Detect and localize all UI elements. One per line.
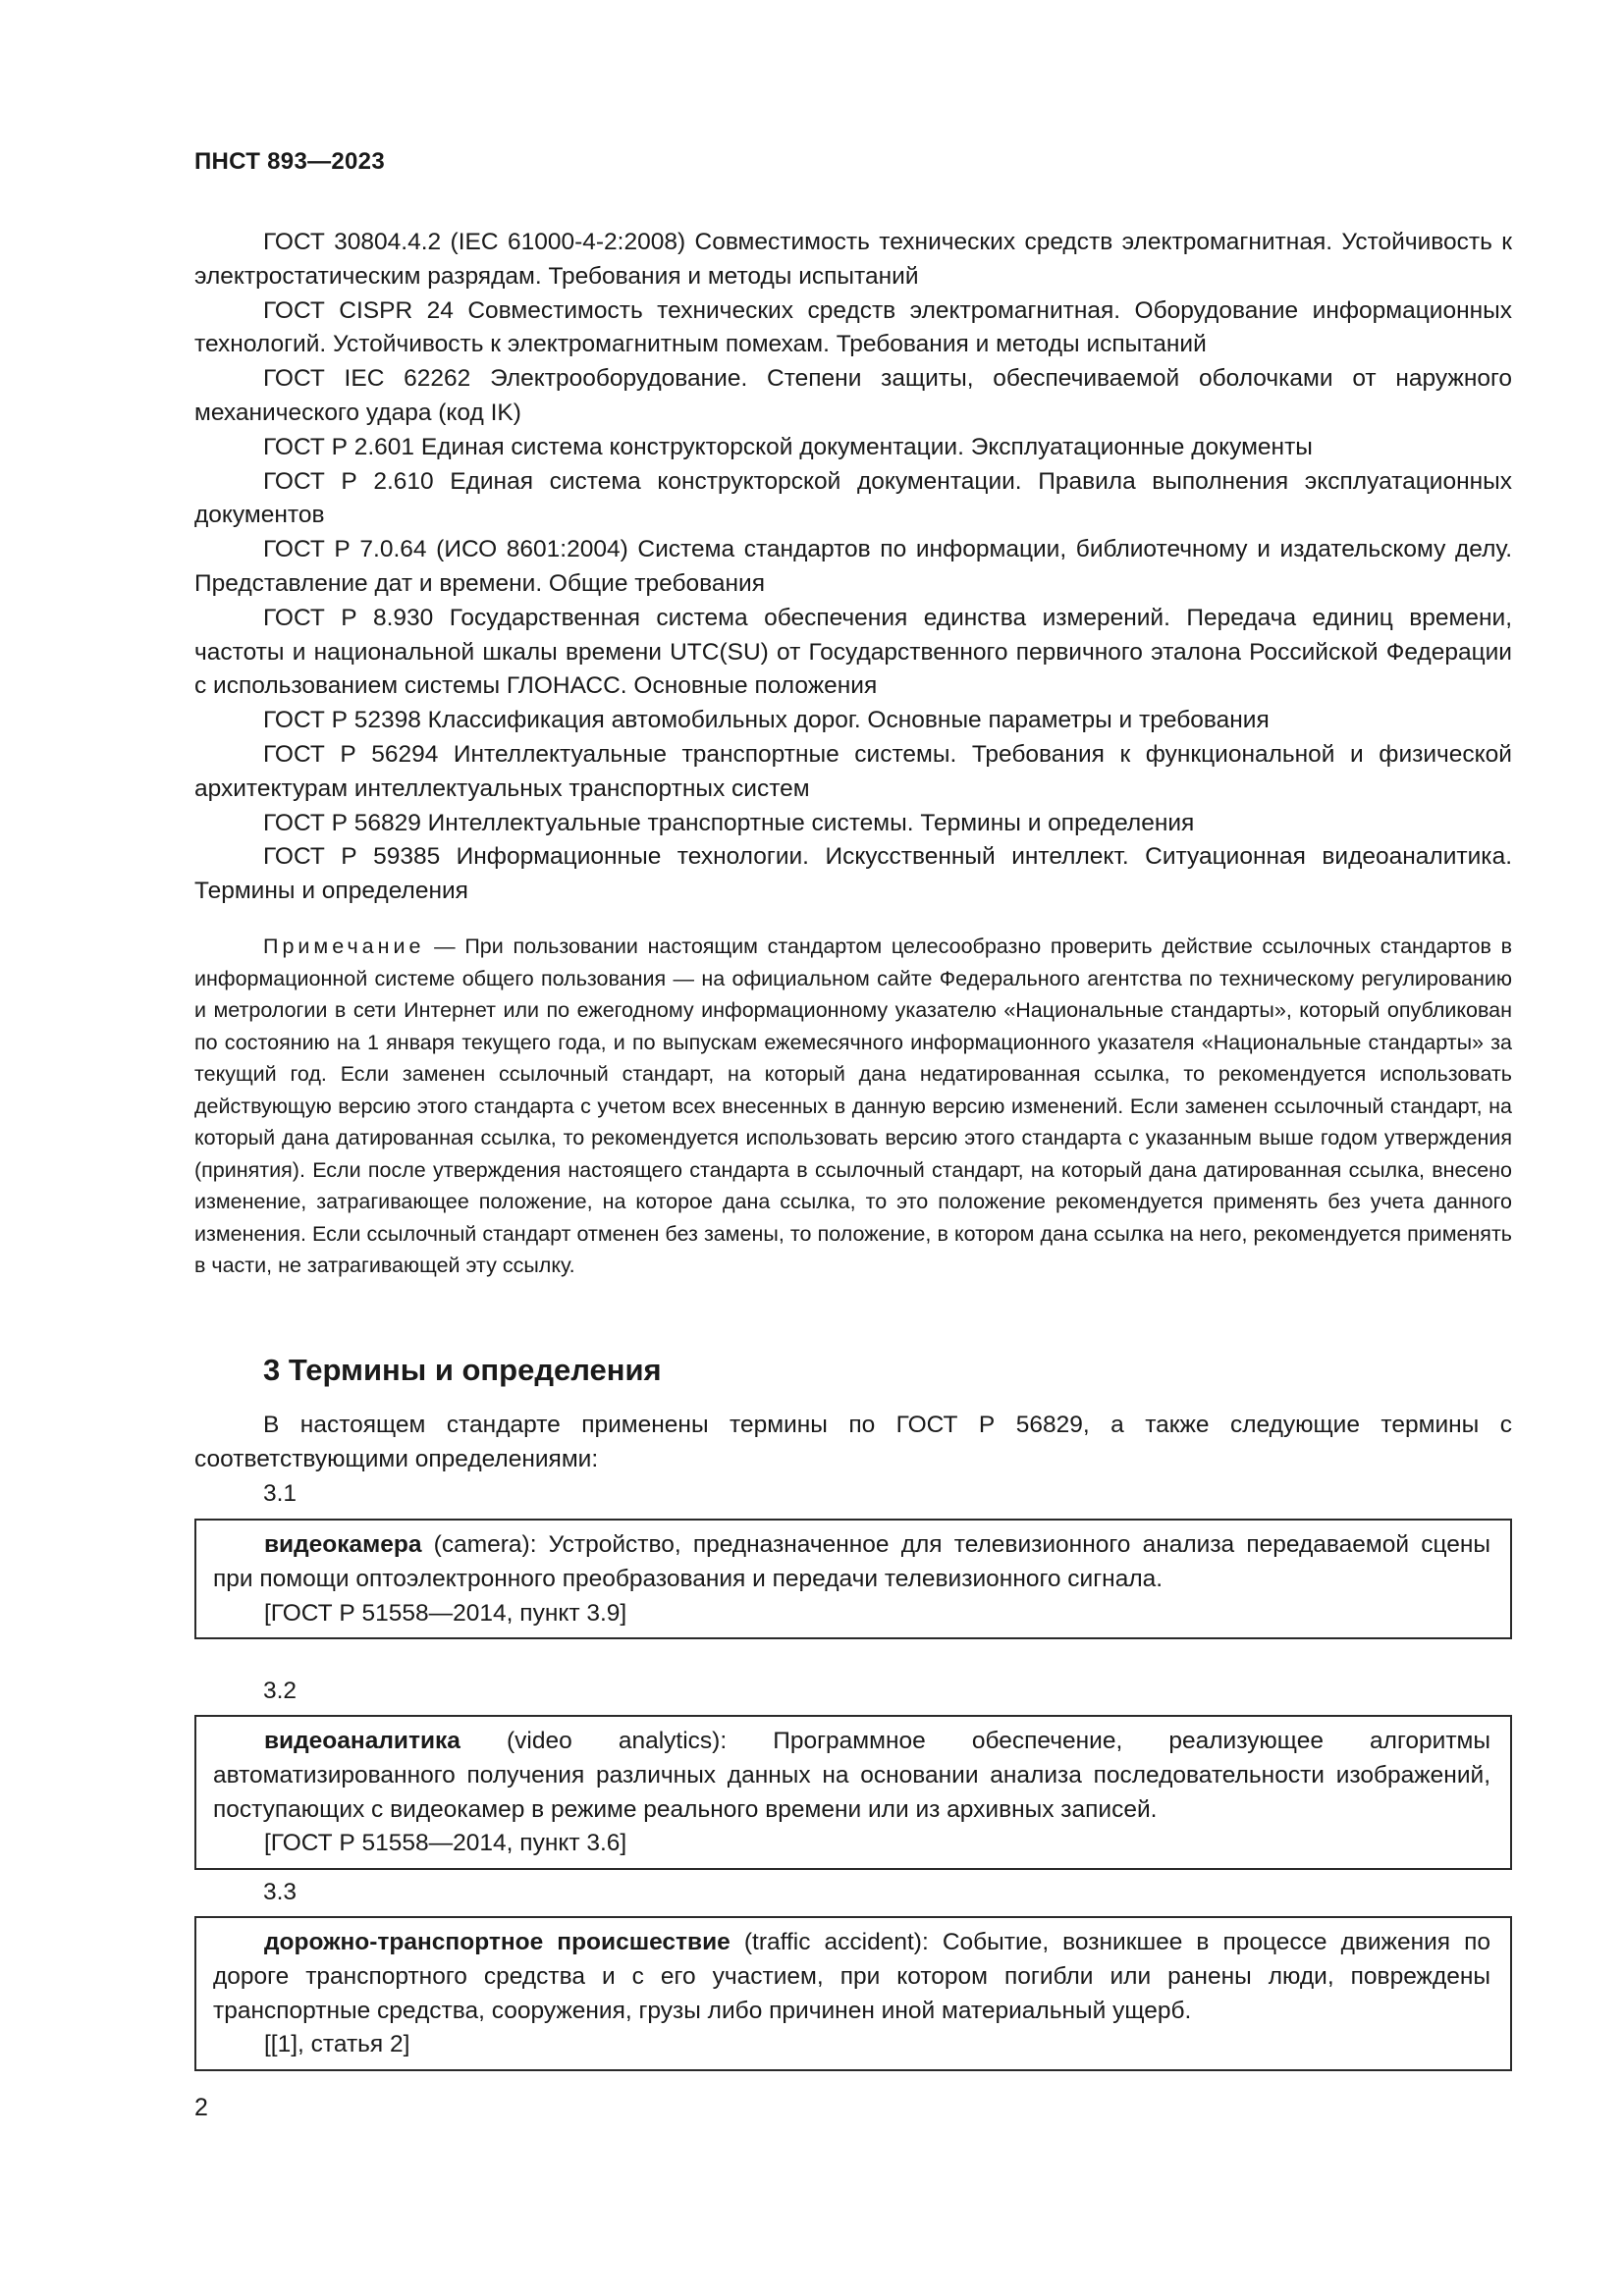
term-number: 3.1 [263,1480,298,1507]
term-definition [213,1528,1490,1597]
note-label: Примечание [263,934,425,958]
document-code-header: ПНСТ 893—2023 [194,148,385,175]
term-number: 3.2 [263,1678,298,1704]
reference-item: ГОСТ CISPR 24 Совместимость технических средств электромагнитная. Оборудование информационных технологий. Устойчивость к электромагнитным помехам. Требования и методы испытаний [194,296,1512,358]
reference-item: ГОСТ Р 2.601 Единая система конструкторской документации. Эксплуатационные документы [263,433,1313,460]
reference-item: ГОСТ Р 56294 Интеллектуальные транспортные системы. Требования к функциональной и физической архитектурам интеллектуальных транспортных систем [194,740,1512,802]
references-note [194,931,1512,1282]
term-definition [213,1926,1490,2028]
reference-item: ГОСТ Р 59385 Информационные технологии. Искусственный интеллект. Ситуационная видеоаналитика. Термины и определения [194,843,1512,905]
normative-references-list [194,226,1512,909]
reference-item: ГОСТ Р 7.0.64 (ИСО 8601:2004) Система стандартов по информации, библиотечному и издательскому делу. Представление дат и времени. Общие требования [194,536,1512,597]
term-definition-text: (camera): Устройство, предназначенное для телевизионного анализа передаваемой сцены при помощи оптоэлектронного преобразования и передачи телевизионного сигнала. [213,1531,1490,1592]
term-number: 3.3 [263,1879,298,1905]
section-intro: В настоящем стандарте применены термины по ГОСТ Р 56829, а также следующие термины с соответствующими определениями: [194,1412,1512,1472]
term-box [194,1715,1512,1870]
term-source: [ГОСТ Р 51558—2014, пункт 3.9] [264,1599,627,1627]
term-word: дорожно-транспортное происшествие [264,1929,731,1955]
term-word: видеокамера [264,1531,422,1558]
term-source: [ГОСТ Р 51558—2014, пункт 3.6] [264,1830,627,1857]
reference-item: ГОСТ 30804.4.2 (IEC 61000-4-2:2008) Совместимость технических средств электромагнитная. Устойчивость к электростатическим разрядам. Требования и методы испытаний [194,229,1512,290]
reference-item: ГОСТ Р 2.610 Единая система конструкторской документации. Правила выполнения эксплуатационных документов [194,467,1512,529]
note-paragraph [194,931,1512,1282]
term-definition-text: (video analytics): Программное обеспечение, реализующее алгоритмы автоматизированного получения различных данных на основании анализа последовательности изображений, поступающих с видеокамер в режиме реального времени или из архивных записей. [213,1728,1490,1823]
term-definition [213,1725,1490,1827]
reference-item: ГОСТ Р 52398 Классификация автомобильных дорог. Основные параметры и требования [263,707,1270,734]
term-source: [[1], статья 2] [264,2031,410,2058]
note-text: — При пользовании настоящим стандартом целесообразно проверить действие ссылочных стандартов в информационной системе общего пользования — на официальном сайте Федерального агентства по техническому регулированию и метрологии в сети Интернет или по ежегодному информационному указателю «Национальные стандарты», который опубликован по состоянию на 1 января текущего года, и по выпускам ежемесячного информационного указателя «Национальные стандарты» за текущий год. Если заменен ссылочный стандарт, на который дана недатированная ссылка, то рекомендуется использовать действующую версию этого стандарта с учетом всех внесенных в данную версию изменений. Если заменен ссылочный стандарт, на который дана датированная ссылка, то рекомендуется использовать версию этого стандарта с указанным выше годом утверждения (принятия). Если после утверждения настоящего стандарта в ссылочный стандарт, на который дана датированная ссылка, внесено изменение, затрагивающее положение, на которое дана ссылка, то это положение рекомендуется применять без учета данного изменения. Если ссылочный стандарт отменен без замены, то положение, в котором дана ссылка на него, рекомендуется применять в части, не затрагивающей эту ссылку. [194,934,1512,1277]
reference-item: ГОСТ IEC 62262 Электрооборудование. Степени защиты, обеспечиваемой оболочками от наружного механического удара (код IK) [194,365,1512,426]
term-box [194,1916,1512,2071]
reference-item: ГОСТ Р 8.930 Государственная система обеспечения единства измерений. Передача единиц времени, частоты и национальной шкалы времени UTC(SU) от Государственного первичного эталона Российской Федерации с использованием системы ГЛОНАСС. Основные положения [194,604,1512,700]
term-definition-text: (traffic accident): Событие, возникшее в процессе движения по дороге транспортного средства и с его участием, при котором погибли или ранены люди, повреждены транспортные средства, сооружения, грузы либо причинен иной материальный ущерб. [213,1929,1491,2024]
page-number: 2 [194,2094,208,2121]
term-word: видеоаналитика [264,1728,460,1754]
term-box [194,1519,1512,1639]
section-title: 3 Термины и определения [263,1353,662,1387]
reference-item: ГОСТ Р 56829 Интеллектуальные транспортные системы. Термины и определения [263,809,1195,836]
